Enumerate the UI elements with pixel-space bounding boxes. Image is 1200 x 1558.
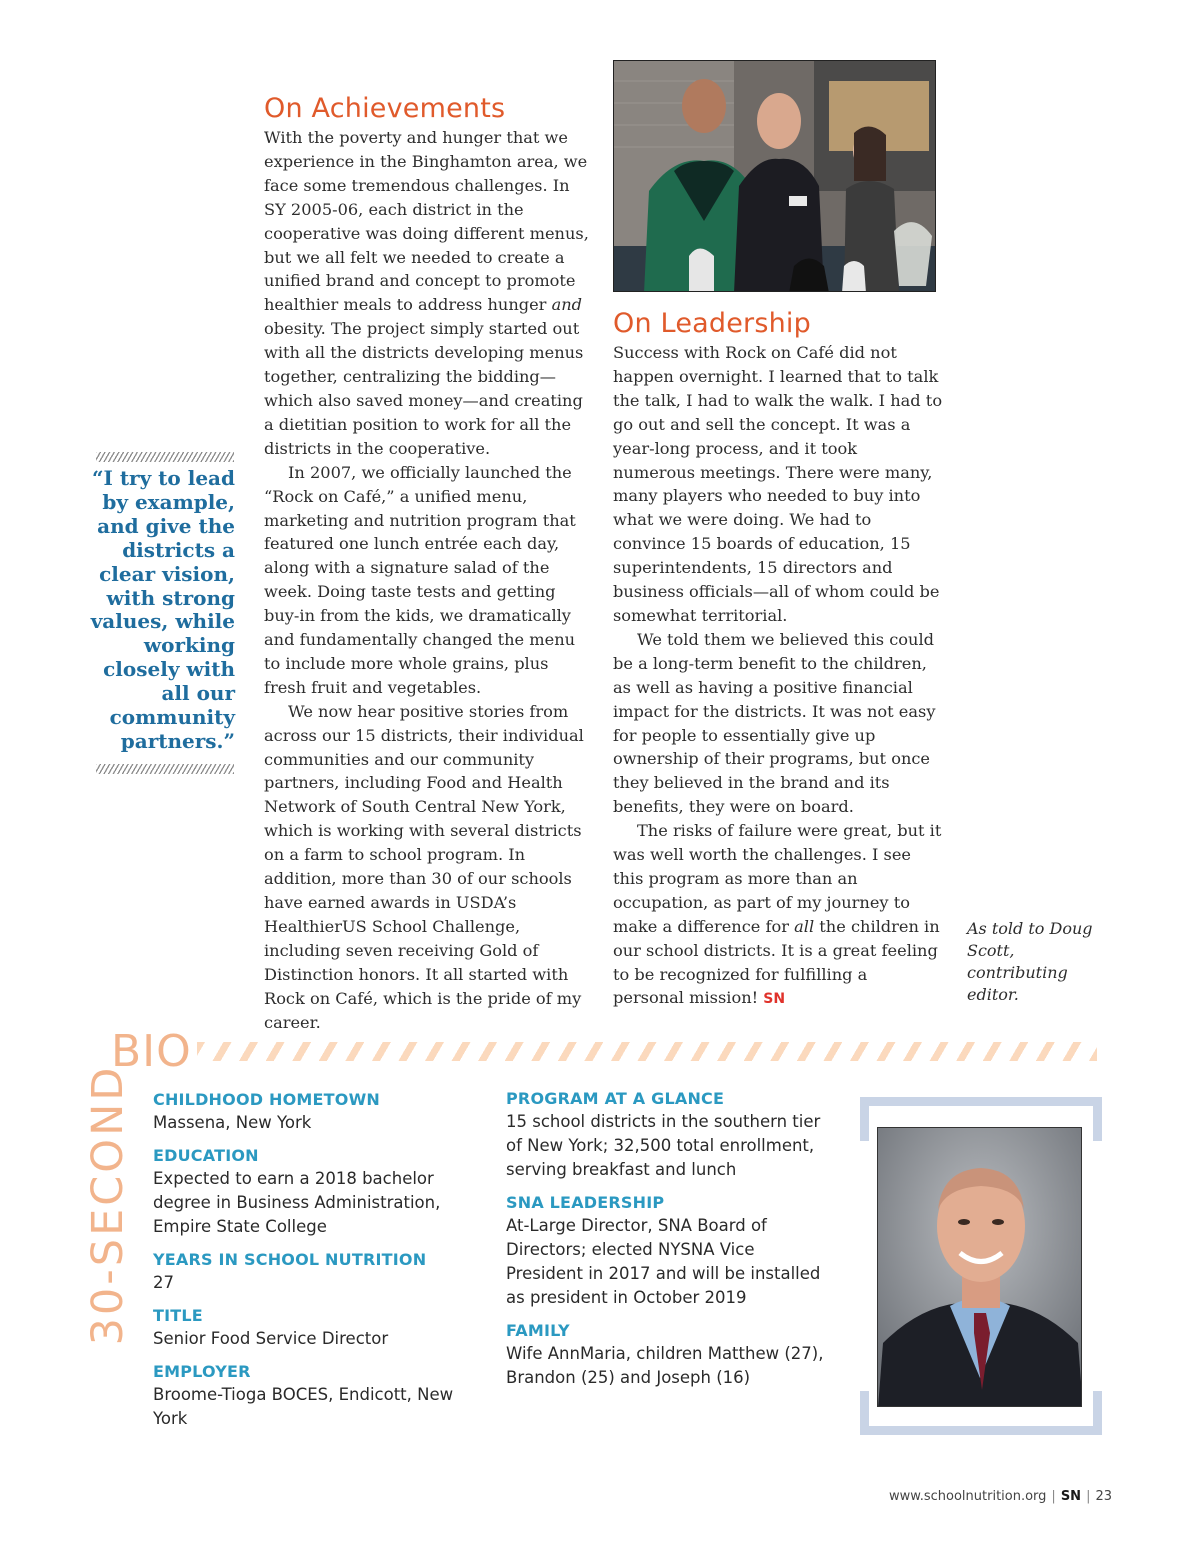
quote-divider-top (96, 452, 234, 462)
leadership-paragraph-3: The risks of failure were great, but it was well worth the challenges. I see this program as more than an occupation, as part of my journey to make a difference for all the children in our school districts. It is a great feeling to be recognized for fulfilling a personal mission! SN (613, 821, 942, 1008)
achievements-paragraph-2: In 2007, we officially launched the “Rock on Café,” a unified menu, marketing and nutrition program that featured one lunch entrée each day, along with a signature salad of the week. Doing taste tests and getting buy-in from the kids, we dramatically and fundamentally changed the menu to include more whole grains, plus fresh fruit and vegetables. (264, 462, 576, 697)
bio-item-title: TITLE Senior Food Service Director (153, 1306, 389, 1348)
author-credit: As told to Doug Scott, contributing editor. (967, 919, 1093, 1004)
bio-item-employer: EMPLOYER Broome-Tioga BOCES, Endicott, New York (153, 1362, 454, 1428)
bio-item-years: YEARS IN SCHOOL NUTRITION 27 (153, 1250, 427, 1292)
bio-title: BIO (111, 1026, 192, 1077)
bio-side-label: 30-SECOND (83, 1064, 133, 1346)
bio-stripe-divider (197, 1042, 1097, 1061)
bio-right-column (506, 1088, 836, 1400)
achievements-heading: On Achievements (264, 93, 506, 124)
footer-brand: SN (1060, 1489, 1082, 1504)
bio-left-column (153, 1089, 483, 1441)
achievements-body (264, 126, 594, 1034)
bio-item-program: PROGRAM AT A GLANCE 15 school districts in the southern tier of New York; 32,500 total enrollment, serving breakfast and lunch (506, 1089, 821, 1179)
end-mark: SN (763, 991, 786, 1008)
leadership-paragraph-1: Success with Rock on Café did not happen overnight. I learned that to talk the talk, I had to walk the walk. I had to go out and sell the concept. It was a year-long process, and it took numerous meetings. There were many, many players who needed to buy into what we were doing. We had to convince 15 boards of education, 15 superintendents, 15 directors and business officials—all of whom could be somewhat territorial. (613, 343, 943, 625)
pull-quote: “I try to lead by example, and give the districts a clear vision, with strong values, while working closely with all our community partners.” (90, 466, 235, 753)
footer-url[interactable]: www.schoolnutrition.org (889, 1489, 1047, 1504)
bio-item-education: EDUCATION Expected to earn a 2018 bachelor degree in Business Administration, Empire State College (153, 1146, 441, 1236)
achievements-paragraph-1: With the poverty and hunger that we experience in the Binghamton area, we face some tremendous challenges. In SY 2005-06, each district in the cooperative was doing different menus, but we all felt we needed to create a unified brand and concept to promote healthier meals to address hunger and obesity. The project simply started out with all the districts developing menus together, centralizing the bidding—which also saved money—and creating a dietitian position to work for all the districts in the cooperative. (264, 128, 589, 458)
bio-item-hometown: CHILDHOOD HOMETOWN Massena, New York (153, 1090, 381, 1132)
leadership-heading: On Leadership (613, 308, 811, 339)
bio-item-sna-leadership: SNA LEADERSHIP At-Large Director, SNA Board of Directors; elected NYSNA Vice President in 2017 and will be installed as president in October 2019 (506, 1193, 821, 1307)
leadership-paragraph-2: We told them we believed this could be a long-term benefit to the children, as well as having a positive financial impact for the districts. It was not easy for people to essentially give up ownership of their programs, but once they believed in the brand and its benefits, they were on board. (613, 629, 936, 817)
bio-item-family: FAMILY Wife AnnMaria, children Matthew (27), Brandon (25) and Joseph (16) (506, 1321, 824, 1387)
portrait-illustration (878, 1128, 1082, 1407)
quote-divider-bottom (96, 764, 234, 774)
event-photo-illustration (614, 61, 936, 292)
page-footer: www.schoolnutrition.org | SN | 23 (889, 1489, 1112, 1504)
leadership-body (613, 341, 943, 1012)
portrait-photo (877, 1127, 1082, 1407)
event-photo (613, 60, 936, 292)
achievements-paragraph-3: We now hear positive stories from across our 15 districts, their individual communities and our community partners, including Food and Health Network of South Central New York, which is working with several districts on a farm to school program. In addition, more than 30 of our schools have earned awards in USDA’s HealthierUS School Challenge, including seven receiving Gold of Distinction honors. It all started with Rock on Café, which is the pride of my career. (264, 701, 584, 1032)
page-number: 23 (1095, 1489, 1112, 1504)
